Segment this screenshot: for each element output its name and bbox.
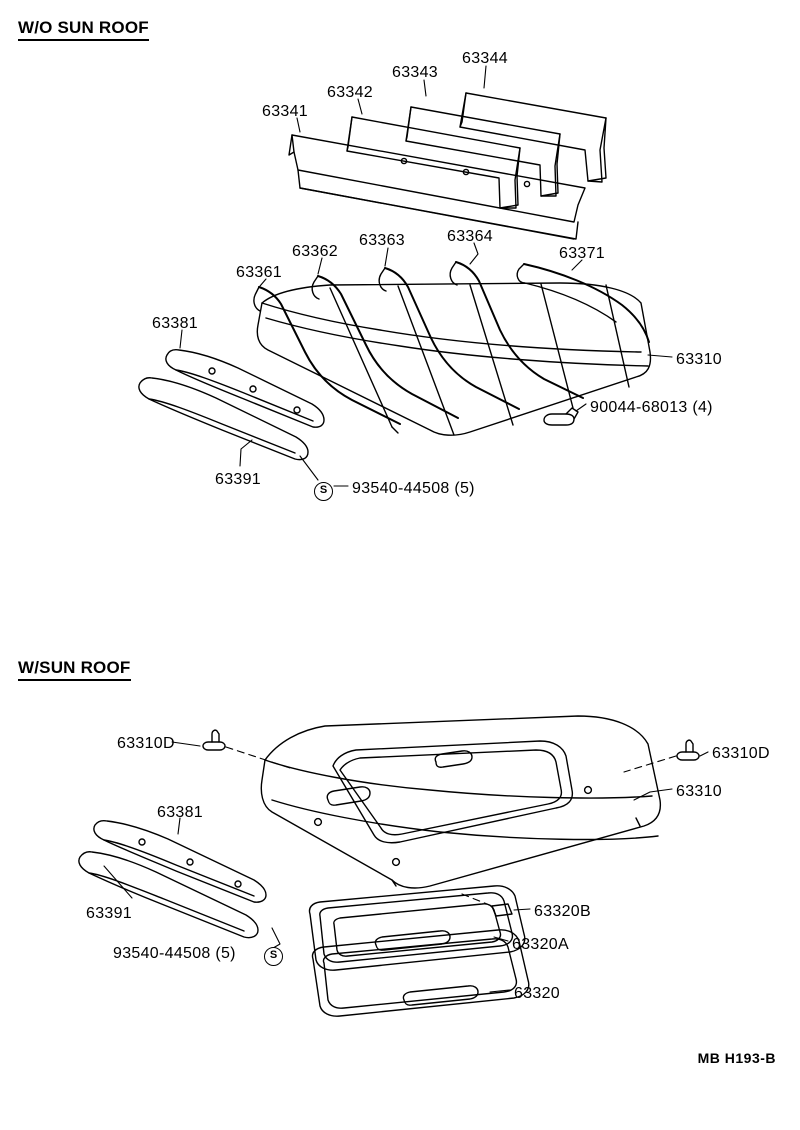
callout-63361: 63361: [236, 264, 282, 281]
callout-63344: 63344: [462, 50, 508, 67]
callout-63310D-right: 63310D: [712, 745, 770, 762]
screw-badge-without-sunroof: S: [314, 482, 333, 501]
part-90044-68013-clip-shape: [544, 408, 578, 425]
part-63310D-right-shape: [677, 740, 699, 760]
callout-63381-with-sunroof: 63381: [157, 804, 203, 821]
callout-63391-without-sunroof: 63391: [215, 471, 261, 488]
callout-63342: 63342: [327, 84, 373, 101]
callout-63381-without-sunroof: 63381: [152, 315, 198, 332]
callout-63362: 63362: [292, 243, 338, 260]
section-title-with-sunroof: W/SUN ROOF: [18, 658, 131, 681]
callout-63364: 63364: [447, 228, 493, 245]
callout-63310D-left: 63310D: [117, 735, 175, 752]
part-63320-panel-shape: [312, 930, 528, 1016]
callout-63341: 63341: [262, 103, 308, 120]
part-63381-sunroof-shape: [94, 821, 266, 903]
callout-63371: 63371: [559, 245, 605, 262]
callout-63320B: 63320B: [534, 903, 591, 920]
callout-63343: 63343: [392, 64, 438, 81]
part-63371-shape: [517, 264, 649, 342]
callout-63320A: 63320A: [512, 936, 569, 953]
part-63320B-clip-shape: [492, 904, 512, 916]
part-63342-shape: [347, 117, 520, 208]
callout-93540-44508-with-sunroof: 93540-44508 (5): [113, 945, 236, 962]
callout-63320: 63320: [514, 985, 560, 1002]
part-63363-shape: [379, 268, 519, 409]
part-63320A-frame-shape: [309, 886, 524, 970]
diagram-footer-code: MB H193-B: [697, 1050, 776, 1066]
callout-63363: 63363: [359, 232, 405, 249]
callout-93540-44508-without-sunroof: 93540-44508 (5): [352, 480, 475, 497]
callout-63391-with-sunroof: 63391: [86, 905, 132, 922]
callout-90044-68013: 90044-68013 (4): [590, 399, 713, 416]
part-63310-sunroof-headlining-shape: [261, 716, 660, 888]
section-title-without-sunroof: W/O SUN ROOF: [18, 18, 149, 41]
callout-63310-with-sunroof: 63310: [676, 783, 722, 800]
part-63381-shape: [166, 350, 324, 427]
screw-badge-with-sunroof: S: [264, 947, 283, 966]
part-63310D-left-shape: [203, 730, 225, 750]
part-63343-shape: [406, 107, 560, 196]
dashed-leader-lines: [226, 747, 676, 906]
part-63391-sunroof-shape: [79, 852, 258, 938]
callout-63310-without-sunroof: 63310: [676, 351, 722, 368]
